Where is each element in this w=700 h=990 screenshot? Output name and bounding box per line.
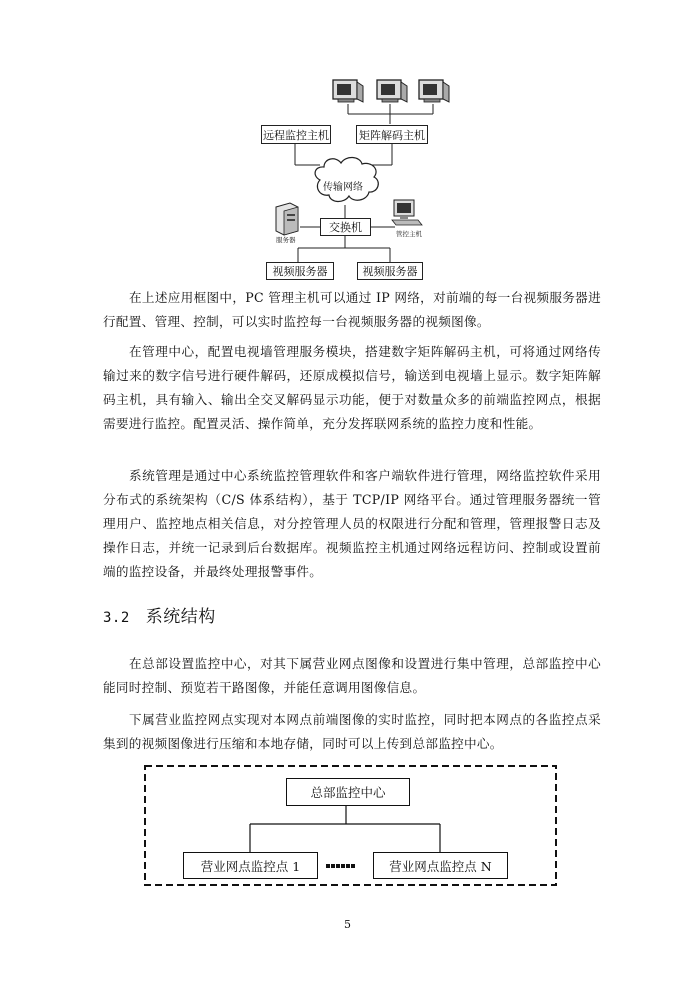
- paragraph: 在上述应用框图中，PC 管理主机可以通过 IP 网络，对前端的每一台视频服务器进行配置、管理、控制，可以实时监控每一台视频服务器的视频图像。: [103, 290, 601, 329]
- section-title: 系统结构: [145, 607, 216, 627]
- mgmt-host-label: 管控主机: [396, 230, 422, 238]
- paragraph: 在管理中心，配置电视墙管理服务模块，搭建数字矩阵解码主机，可将通过网络传输过来的数字信号进行硬件解码，还原成模拟信号，输送到电视墙上显示。数字矩阵解码主机，具有输入、输出全交叉解码显示功能，便于对数量众多的前端监控网点，根据需要进行监控。配置灵活、操作简单，充分发挥联网系统的监控力度和性能。: [103, 344, 601, 431]
- paragraph: 下属营业监控网点实现对本网点前端图像的实时监控，同时把本网点的各监控点采集到的视频图像进行压缩和本地存储，同时可以上传到总部监控中心。: [103, 712, 601, 751]
- paragraph: 在总部设置监控中心，对其下属营业网点图像和设置进行集中管理，总部监控中心能同时控制、预览若干路图像，并能任意调用图像信息。: [103, 656, 601, 695]
- branch-monitor-box: 营业网点监控点 N: [373, 852, 508, 879]
- page-number: 5: [344, 918, 351, 931]
- section-number: 3.2: [103, 610, 130, 626]
- branch-monitor-box: 营业网点监控点 1: [183, 852, 318, 879]
- switch-box: 交换机: [320, 218, 371, 236]
- video-server-box: 视频服务器: [266, 262, 334, 280]
- video-server-box: 视频服务器: [357, 262, 423, 280]
- hq-monitoring-center-box: 总部监控中心: [286, 778, 410, 806]
- paragraph: 系统管理是通过中心系统监控管理软件和客户端软件进行管理，网络监控软件采用分布式的系统架构（C/S 体系结构），基于 TCP/IP 网络平台。通过管理服务器统一管理用户、监控地点相关信息，对分控管理人员的权限进行分配和管理，管理报警日志及操作日志，并统一记录到后台数据库。视频监控主机通过网络远程访问、控制或设置前端的监控设备，并最终处理报警事件。: [103, 468, 601, 579]
- matrix-decoder-box: 矩阵解码主机: [356, 125, 428, 144]
- network-label: 传输网络: [323, 182, 363, 193]
- remote-host-box: 远程监控主机: [261, 125, 331, 144]
- ellipsis-dots: [326, 864, 355, 868]
- server-label: 服务器: [276, 236, 296, 244]
